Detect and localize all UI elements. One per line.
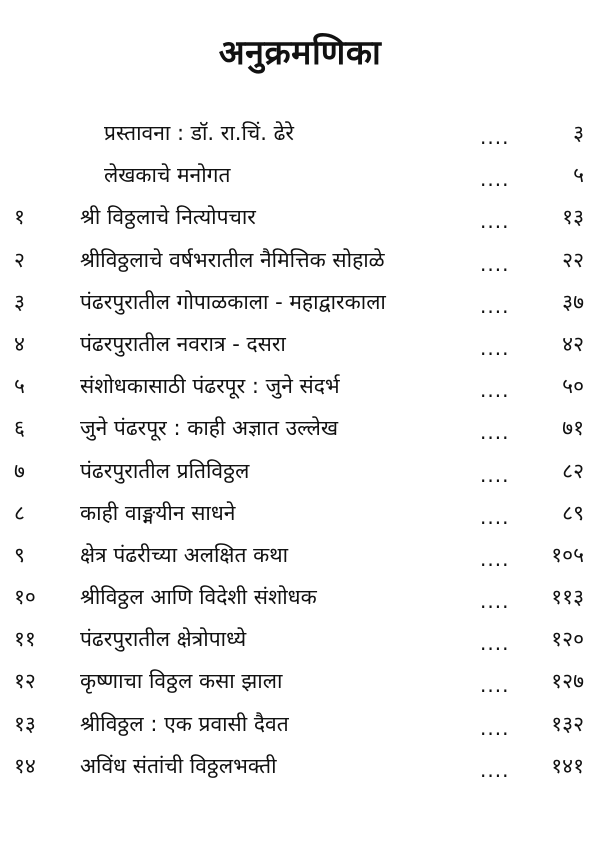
entry-leader: ....	[480, 757, 510, 782]
entry-page: ४२	[562, 331, 584, 356]
entry-leader: ....	[480, 504, 510, 529]
entry-title: लेखकाचे मनोगत	[104, 163, 231, 188]
entry-page: ८२	[562, 458, 584, 483]
toc-entry	[0, 703, 600, 745]
entry-title: श्रीविठ्ठल आणि विदेशी संशोधक	[80, 585, 317, 610]
entry-number: १०	[14, 585, 36, 610]
entry-page: ११३	[551, 585, 584, 610]
entry-number: ६	[14, 416, 25, 441]
entry-number: ७	[14, 458, 25, 483]
entry-leader: ....	[480, 462, 510, 487]
entry-title: श्रीविठ्ठल : एक प्रवासी दैवत	[80, 711, 289, 736]
toc-entry	[0, 407, 600, 449]
entry-page: १४१	[551, 753, 584, 778]
entry-page: ७१	[562, 416, 584, 441]
entry-number: १२	[14, 669, 36, 694]
entry-page: १३	[562, 205, 584, 230]
entry-number: १३	[14, 711, 36, 736]
entry-title: अविंध संतांची विठ्ठलभक्ती	[80, 753, 277, 778]
entry-number: ३	[14, 289, 25, 314]
entry-title: पंढरपुरातील प्रतिविठ्ठल	[80, 458, 250, 483]
entry-leader: ....	[480, 546, 510, 571]
page-title: अनुक्रमणिका	[218, 33, 382, 73]
table-of-contents	[0, 112, 600, 787]
entry-title: क्षेत्र पंढरीच्या अलक्षित कथा	[80, 542, 289, 567]
entry-leader: ....	[480, 631, 510, 656]
entry-number: ५	[14, 374, 25, 399]
entry-page: १०५	[551, 542, 584, 567]
entry-title: प्रस्तावना : डॉ. रा.चिं. ढेरे	[104, 121, 294, 145]
entry-leader: ....	[480, 293, 510, 318]
entry-number: ११	[14, 627, 36, 652]
entry-title: पंढरपुरातील गोपाळकाला - महाद्वारकाला	[80, 289, 386, 314]
entry-page: ५०	[562, 374, 584, 399]
toc-entry	[0, 112, 600, 154]
entry-leader: ....	[480, 715, 510, 740]
entry-title: काही वाङ्मयीन साधने	[80, 500, 236, 525]
toc-entry	[0, 154, 600, 196]
entry-title: पंढरपुरातील नवरात्र - दसरा	[80, 331, 286, 356]
toc-entry	[0, 323, 600, 365]
toc-entry	[0, 196, 600, 238]
entry-title: कृष्णाचा विठ्ठल कसा झाला	[80, 669, 283, 694]
entry-page: ३	[573, 121, 584, 145]
entry-page: १३२	[551, 711, 584, 736]
entry-page: २२	[562, 247, 584, 272]
toc-entry	[0, 745, 600, 787]
entry-page: ८९	[562, 500, 584, 525]
toc-entry	[0, 365, 600, 407]
entry-leader: ....	[480, 125, 510, 149]
toc-entry	[0, 576, 600, 618]
entry-leader: ....	[480, 420, 510, 445]
entry-page: १२०	[551, 627, 584, 652]
entry-number: १४	[14, 753, 36, 778]
entry-page: ५	[573, 163, 584, 188]
entry-leader: ....	[480, 251, 510, 276]
entry-title: संशोधकासाठी पंढरपूर : जुने संदर्भ	[80, 374, 340, 399]
entry-number: ८	[14, 500, 25, 525]
entry-number: ४	[14, 331, 25, 356]
entry-page: १२७	[551, 669, 584, 694]
toc-entry	[0, 660, 600, 702]
entry-leader: ....	[480, 335, 510, 360]
entry-number: २	[14, 247, 25, 272]
entry-leader: ....	[480, 589, 510, 614]
entry-leader: ....	[480, 167, 510, 192]
toc-entry	[0, 534, 600, 576]
entry-leader: ....	[480, 673, 510, 698]
entry-title: जुने पंढरपूर : काही अज्ञात उल्लेख	[80, 416, 339, 441]
entry-title: पंढरपुरातील क्षेत्रोपाध्ये	[80, 627, 247, 652]
entry-leader: ....	[480, 378, 510, 403]
entry-leader: ....	[480, 209, 510, 234]
toc-entry	[0, 450, 600, 492]
entry-title: श्री विठ्ठलाचे नित्योपचार	[80, 205, 256, 230]
entry-number: १	[14, 205, 25, 230]
toc-entry	[0, 239, 600, 281]
entry-number: ९	[14, 542, 25, 567]
toc-entry	[0, 618, 600, 660]
entry-title: श्रीविठ्ठलाचे वर्षभरातील नैमित्तिक सोहाळे	[80, 247, 385, 272]
toc-entry	[0, 492, 600, 534]
entry-page: ३७	[562, 289, 584, 314]
toc-entry	[0, 281, 600, 323]
